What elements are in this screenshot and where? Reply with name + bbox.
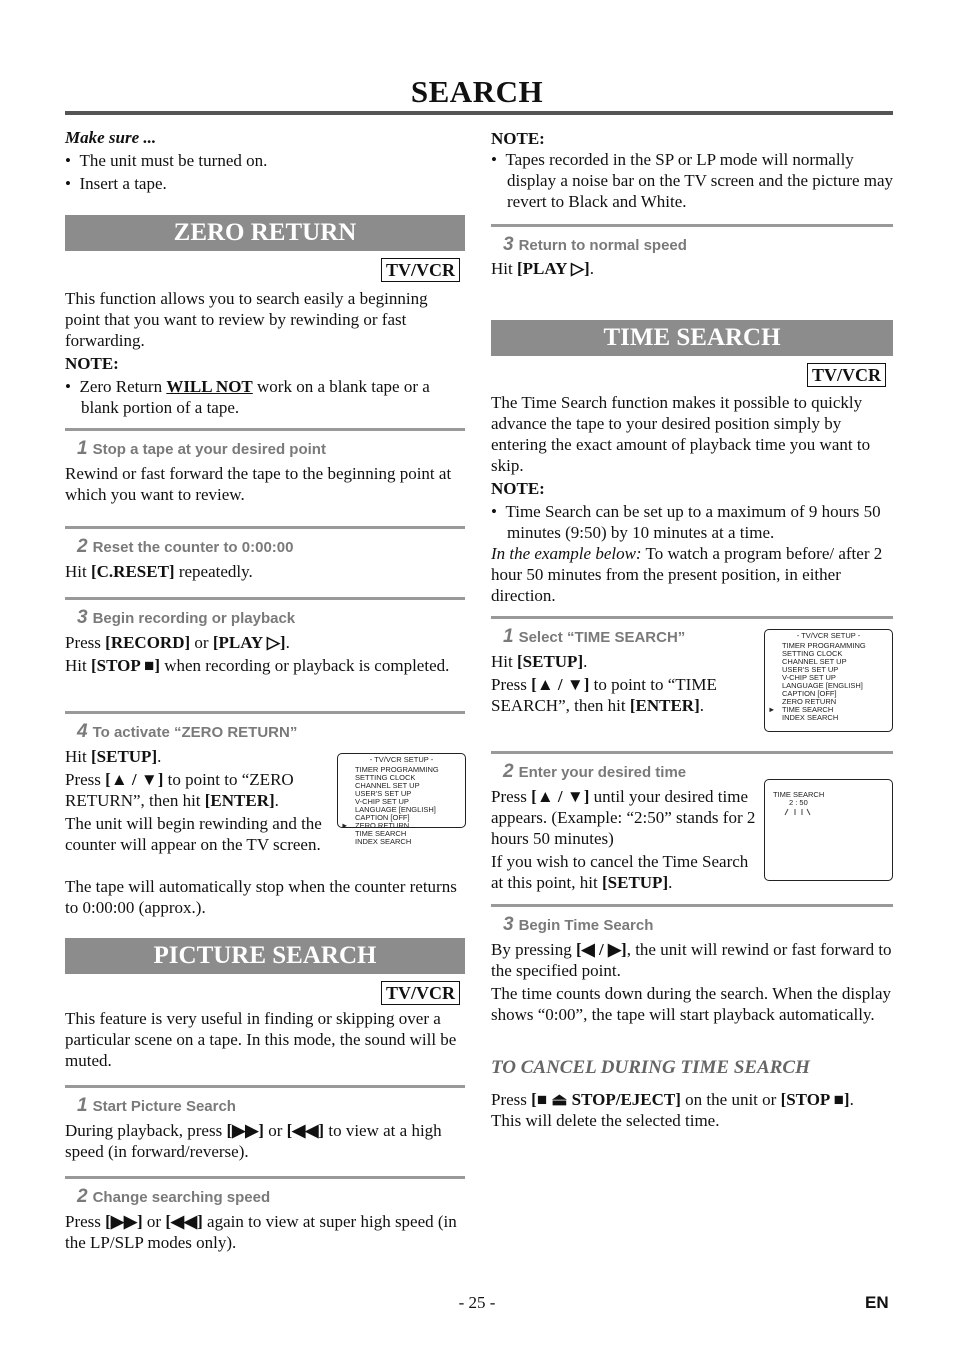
key-label: [◀◀] [165,1212,203,1231]
page-title: SEARCH [410,74,544,109]
time-search-heading: TIME SEARCH [491,320,893,356]
step-number: 2 [77,536,88,557]
text: Press [65,633,106,652]
text: to point to “TIME SEARCH”, then hit [491,675,717,715]
step-title [77,1186,270,1208]
cancel-text [491,1089,893,1131]
step-label: Change searching speed [92,1189,271,1206]
text: By pressing [491,940,576,959]
step-divider [491,751,893,754]
step-number: 3 [503,914,514,935]
text: Press [65,1212,106,1231]
text: . [589,259,594,278]
menu-item: CHANNEL SET UP [782,657,847,666]
key-label: [▶▶] [105,1212,143,1231]
example-text [491,543,893,606]
cursor-arrow-icon: ► [341,821,349,830]
text: To watch a program before/ after 2 hour 50 minutes from the present position, in either direction. [491,544,883,605]
list-item: • Insert a tape. [65,174,167,193]
menu-item: V-CHIP SET UP [782,673,836,682]
text: repeatedly. [174,562,253,581]
step-title [503,234,687,256]
zero-return-intro: This function allows you to search easily a beginning point that you want to review by rewinding or fast forwarding. [65,289,428,350]
menu-item-label: TIME SEARCH [782,705,834,714]
tv-vcr-tag: TV/VCR [807,363,886,387]
note-text: Zero Return [79,377,167,396]
menu-item: ZERO RETURN [782,697,837,706]
note-text: work on a blank tape or a blank portion of a tape. [81,377,430,417]
note-label: NOTE: [65,354,119,373]
menu-item: CHANNEL SET UP [355,781,420,790]
time-search-intro: The Time Search function makes it possible to quickly advance the tape to your desired position simply by entering the exact amount of playback time you want to skip. [491,393,871,475]
text: The time counts down during the search. When the display shows “0:00”, the tape will start playback automatically. [491,984,892,1024]
text: . [285,633,290,652]
text: or [263,1121,287,1140]
step-text [65,1211,465,1253]
menu-item-label: ZERO RETURN [355,821,410,830]
screen-header: - TV/VCR SETUP - [369,755,434,764]
text: Press [491,787,532,806]
text: again to view at super high speed (in the LP/SLP modes only). [65,1212,457,1252]
step-number: 2 [503,761,514,782]
menu-item: CAPTION [OFF] [782,689,837,698]
key-label: [▲ / ▼] [105,770,164,789]
time-search-screen [764,779,893,881]
note-emphasis: WILL NOT [166,377,253,396]
page-number: - 25 - [458,1293,496,1312]
zero-return-heading: ZERO RETURN [65,215,465,251]
step-text: Rewind or fast forward the tape to the beginning point at which you want to review. [65,464,452,504]
step-text: The tape will automatically stop when the counter returns to 0:00:00 (approx.). [65,877,457,917]
setup-menu-screen [337,753,466,846]
step-title [77,438,326,460]
screen-value: 2 : 50 [789,798,808,807]
step-label: Begin recording or playback [92,610,296,627]
step-number: 3 [503,234,514,255]
step-number: 2 [77,1186,88,1207]
step-divider [65,428,465,431]
picture-search-intro: This feature is very useful in finding or skipping over a particular scene on a tape. In this mode, the sound will be muted. [65,1009,457,1070]
right-note-block [491,128,893,212]
step-text [65,632,465,676]
menu-item: INDEX SEARCH [355,837,412,846]
menu-item: V-CHIP SET UP [355,797,409,806]
step-label: To activate “ZERO RETURN” [92,724,298,741]
step-title [77,607,295,629]
text: If you wish to cancel the Time Search at this point, hit [491,852,749,892]
key-label: [C.RESET] [90,562,175,581]
key-label: [ENTER] [629,696,700,715]
step-text [65,1120,465,1162]
text: During playback, press [65,1121,227,1140]
step-number: 3 [77,607,88,628]
language-code: EN [865,1293,889,1312]
text: Press [65,770,106,789]
text: or [190,633,213,652]
key-label: [STOP ■] [780,1090,850,1109]
list-item: • The unit must be turned on. [65,151,268,170]
step-text [65,746,325,855]
key-label: [ENTER] [204,791,275,810]
note-text: Time Search can be set up to a maximum of 9 hours 50 minutes (9:50) by 10 minutes at a time. [505,502,881,542]
note-item: • Zero Return WILL NOT work on a blank tape or a blank portion of a tape. [65,377,430,417]
text: This will delete the selected time. [491,1111,720,1130]
step-divider [65,526,465,529]
key-label: [STOP ■] [90,656,160,675]
text: Press [491,1090,532,1109]
step-divider [65,1176,465,1179]
step-label: Stop a tape at your desired point [92,441,326,458]
step-divider [491,904,893,907]
note-item: • Time Search can be set up to a maximum of 9 hours 50 minutes (9:50) by 10 minutes at a time. [491,502,881,542]
step-number: 1 [77,1095,88,1116]
step-label: Begin Time Search [518,917,654,934]
key-label: [◀◀] [286,1121,325,1140]
menu-item: USER'S SET UP [782,665,839,674]
make-sure-block [65,127,465,194]
step-title [77,1095,236,1117]
key-label: [▲ / ▼] [531,787,590,806]
menu-item: TIME SEARCH [355,829,407,838]
key-label: [RECORD] [105,633,191,652]
note-label: NOTE: [491,129,545,148]
text: In the example below: [491,544,642,563]
text: until your desired time appears. (Example: “2:50” stands for 2 hours 50 minutes) [491,787,756,848]
step-label: Select “TIME SEARCH” [518,629,686,646]
text: . [699,696,704,715]
menu-item: INDEX SEARCH [782,713,839,722]
menu-item: USER'S SET UP [355,789,412,798]
step-text [491,651,751,716]
time-search-body [491,392,893,606]
text: Hit [65,562,91,581]
step-number: 1 [503,626,514,647]
menu-item: CAPTION [OFF] [355,813,410,822]
step-divider [491,616,893,619]
text: Hit [491,652,517,671]
step-divider [65,597,465,600]
note-item: • Tapes recorded in the SP or LP mode will normally display a noise bar on the TV screen and the picture may revert to Black and White. [491,150,894,211]
key-label: [■ ⏏ STOP/EJECT] [531,1090,681,1109]
text: . [583,652,588,671]
key-label: [◀ / ▶] [576,940,627,959]
text: . [157,747,162,766]
text: Hit [65,747,91,766]
step-title [77,536,293,558]
menu-item: LANGUAGE [ENGLISH] [355,805,436,814]
text: or [142,1212,166,1231]
step-divider [65,711,465,714]
note-text: Tapes recorded in the SP or LP mode will normally display a noise bar on the TV screen and the picture may revert to Black and White. [505,150,894,211]
text: to point to “ZERO RETURN”, then hit [65,770,294,810]
menu-item: TIMER PROGRAMMING [782,641,866,650]
tv-vcr-tag: TV/VCR [381,258,460,282]
text: on the unit or [680,1090,781,1109]
key-label: [SETUP] [90,747,158,766]
zero-return-body [65,288,465,418]
picture-search-heading: PICTURE SEARCH [65,938,465,974]
key-label: [▲ / ▼] [531,675,590,694]
make-sure-label: Make sure ... [65,128,157,147]
text: Hit [491,259,517,278]
step-text [491,786,763,893]
screen-label: TIME SEARCH [773,790,825,799]
step-title [77,721,297,743]
text: The unit will begin rewinding and the counter will appear on the TV screen. [65,814,322,854]
step-divider [65,1085,465,1088]
key-label: [SETUP] [601,873,669,892]
step-label: Enter your desired time [518,764,687,781]
title-divider [65,111,893,115]
tv-vcr-tag: TV/VCR [381,981,460,1005]
step-title [503,914,653,936]
step-divider [491,224,893,227]
list-item-text: The unit must be turned on. [79,151,268,170]
key-label: [▶▶] [226,1121,264,1140]
step-title [503,761,686,783]
menu-item: TIMER PROGRAMMING [355,765,439,774]
step-label: Reset the counter to 0:00:00 [92,539,294,556]
text: . [668,873,673,892]
key-label: [PLAY ▷] [516,259,590,278]
step-label: Return to normal speed [518,237,687,254]
step-title [503,626,685,648]
step-text [491,258,893,279]
key-label: [SETUP] [516,652,584,671]
text: . [274,791,279,810]
step-label: Start Picture Search [92,1098,236,1115]
text: when recording or playback is completed. [159,656,450,675]
step-text [491,939,893,1025]
text: to view at a high speed (in forward/reverse). [65,1121,442,1161]
step-text [65,561,465,582]
blink-marks-icon [783,807,813,817]
note-label: NOTE: [491,479,545,498]
menu-item: LANGUAGE [ENGLISH] [782,681,863,690]
text: , the unit will rewind or fast forward to the specified point. [491,940,892,980]
text: . [849,1090,854,1109]
menu-item: SETTING CLOCK [355,773,416,782]
text: Press [491,675,532,694]
menu-item: SETTING CLOCK [782,649,843,658]
cursor-arrow-icon: ► [768,705,776,714]
step-number: 1 [77,438,88,459]
screen-header: - TV/VCR SETUP - [796,631,861,640]
cancel-heading: TO CANCEL DURING TIME SEARCH [491,1057,810,1078]
step-number: 4 [77,721,88,742]
list-item-text: Insert a tape. [79,174,167,193]
text: Hit [65,656,91,675]
setup-menu-screen [764,629,893,732]
key-label: [PLAY ▷] [212,633,286,652]
